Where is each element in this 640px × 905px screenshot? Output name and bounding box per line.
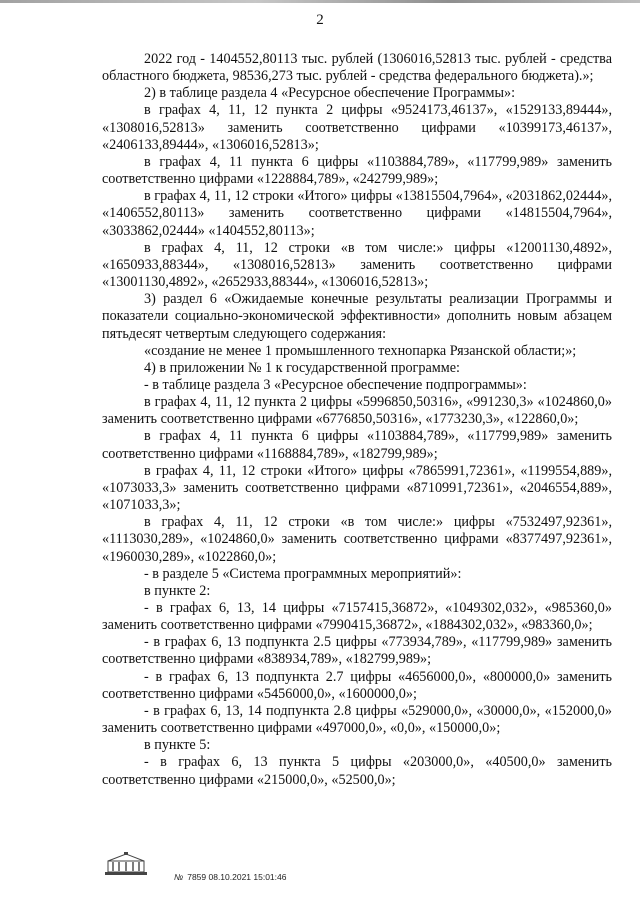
paragraph: в графах 4, 11, 12 строки «в том числе:» цифры «12001130,4892», «1650933,88344», «1308016,52813» заменить соответственно цифрами «13001130,4892», «2652933,88344», «1306016,52813»;: [102, 239, 612, 291]
paragraph: «создание не менее 1 промышленного технопарка Рязанской области;»;: [144, 342, 577, 359]
paragraph: в графах 4, 11, 12 строки «Итого» цифры «7865991,72361», «1199554,889», «1073033,3» заменить соответственно цифрами «8710991,72361», «2046554,889», «1071033,3»;: [102, 462, 612, 514]
paragraph: 2022 год - 1404552,80113 тыс. рублей (1306016,52813 тыс. рублей - средства областного бюджета, 98536,273 тыс. рублей - средства федерального бюджета).»;: [102, 51, 612, 85]
paragraph: - в графах 6, 13 подпункта 2.7 цифры «4656000,0», «800000,0» заменить соответственно цифрами «5456000,0», «1600000,0»;: [102, 668, 612, 702]
paragraph: в пункте 5:: [144, 737, 211, 754]
number-symbol: №: [174, 872, 184, 882]
paragraph: 3) раздел 6 «Ожидаемые конечные результаты реализации Программы и показатели социально-экономической эффективности» дополнить новым абзацем пятьдесят четвертым следующего содержания:: [102, 291, 612, 342]
paragraph: - в графах 6, 13, 14 подпункта 2.8 цифры «529000,0», «30000,0», «152000,0» заменить соответственно цифрами «497000,0», «0,0», «150000,0»;: [102, 702, 612, 737]
paragraph: в пункте 2:: [144, 582, 211, 599]
paragraph: 4) в приложении № 1 к государственной программе:: [144, 359, 460, 376]
page-number: 2: [316, 12, 324, 28]
document-body: [102, 51, 612, 789]
paragraph: - в графах 6, 13, 14 цифры «7157415,36872», «1049302,032», «985360,0» заменить соответственно цифрами «7990415,36872», «1884302,032», «983360,0»;: [102, 600, 612, 634]
building-seal-icon: [104, 852, 148, 876]
paragraph: в графах 4, 11, 12 строки «в том числе:» цифры «7532497,92361», «1113030,289», «1024860,0» заменить соответственно цифрами «8377497,92361», «1960030,289», «1022860,0»;: [102, 514, 612, 565]
paragraph: в графах 4, 11, 12 строки «Итого» цифры «13815504,7964», «2031862,02444», «1406552,80113» заменить соответственно цифрами «14815504,7964», «3033862,02444» «1404552,80113»;: [102, 188, 612, 239]
paragraph: в графах 4, 11 пункта 6 цифры «1103884,789», «117799,989» заменить соответственно цифрами «1168884,789», «182799,989»;: [102, 428, 612, 462]
paragraph: в графах 4, 11 пункта 6 цифры «1103884,789», «117799,989» заменить соответственно цифрами «1228884,789», «242799,989»;: [102, 153, 612, 188]
registration-number-date: 7859 08.10.2021 15:01:46: [187, 872, 287, 882]
scan-top-edge: [0, 0, 640, 3]
paragraph: 2) в таблице раздела 4 «Ресурсное обеспечение Программы»:: [144, 85, 516, 102]
paragraph: - в графах 6, 13 пункта 5 цифры «203000,0», «40500,0» заменить соответственно цифрами «215000,0», «52500,0»;: [102, 754, 612, 788]
registration-stamp: [174, 872, 286, 882]
paragraph: в графах 4, 11, 12 пункта 2 цифры «9524173,46137», «1529133,89444», «1308016,52813» заменить соответственно цифрами «10399173,46137», «2406133,89444», «1306016,52813»;: [102, 102, 612, 153]
paragraph: - в графах 6, 13 подпункта 2.5 цифры «773934,789», «117799,989» заменить соответственно цифрами «838934,789», «182799,989»;: [102, 634, 612, 668]
paragraph: - в разделе 5 «Система программных мероприятий»:: [144, 565, 462, 582]
paragraph: в графах 4, 11, 12 пункта 2 цифры «5996850,50316», «991230,3» «1024860,0» заменить соответственно цифрами «6776850,50316», «1773230,3», «122860,0»;: [102, 394, 612, 428]
paragraph: - в таблице раздела 3 «Ресурсное обеспечение подпрограммы»:: [144, 376, 527, 393]
